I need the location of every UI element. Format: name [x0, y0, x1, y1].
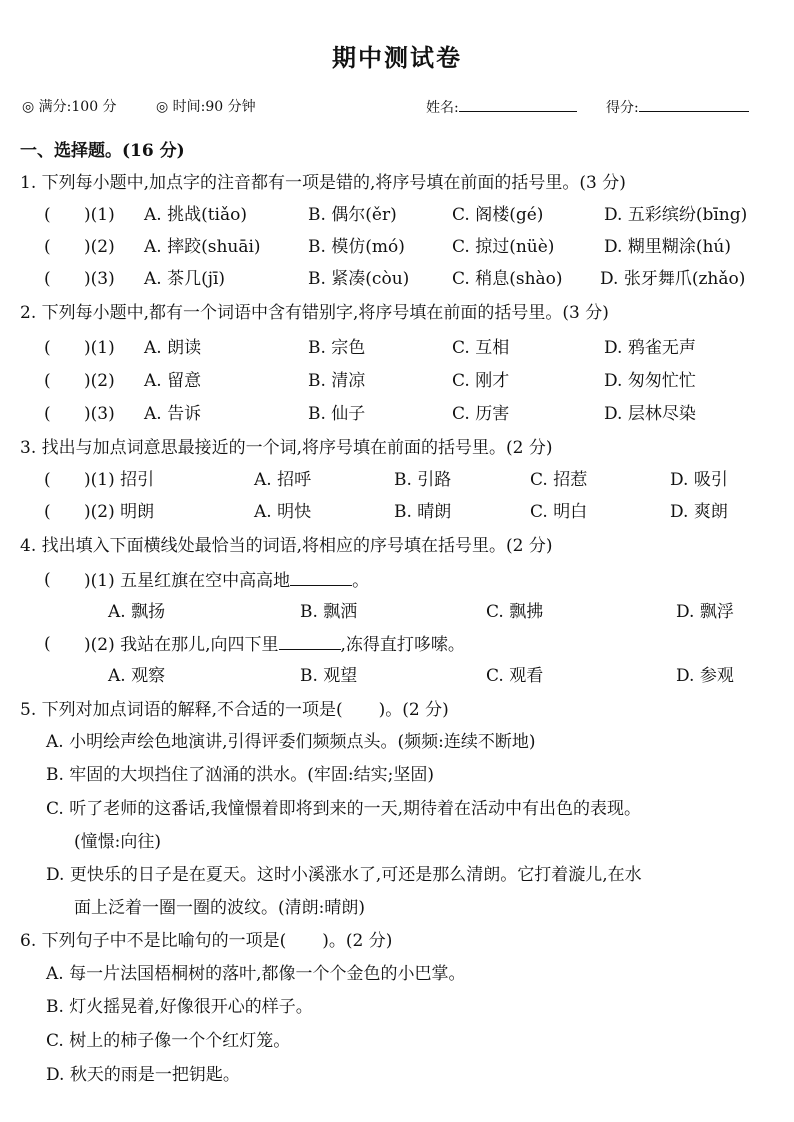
- name-field[interactable]: [426, 96, 577, 117]
- full-score-info: ◎ 满分:100 分: [22, 99, 117, 115]
- q4-s1-opt-b: B. 飘洒: [300, 602, 358, 622]
- q1-row-1-d: D. 五彩缤纷(bīng): [604, 205, 748, 225]
- q5-stem-pre: 5. 下列对加点词语的解释,不合适的一项是(: [20, 700, 343, 720]
- q2-row-1-d: D. 鸦雀无声: [604, 338, 696, 358]
- q4-s2-opt-c: C. 观看: [486, 666, 544, 686]
- section-heading: 一、选择题。(16 分): [20, 141, 185, 161]
- q1-row-3-c: C. 稍息(shào): [452, 269, 563, 289]
- q5-option-d-line2: 面上泛着一圈一圈的波纹。(清朗:晴朗): [74, 898, 365, 918]
- q4-sentence-2-text: [84, 633, 465, 656]
- q2-row-3-d: D. 层林尽染: [604, 404, 696, 424]
- q5-option-c-line2: (憧憬:向往): [74, 832, 161, 852]
- q4-s2-post: ,冻得直打哆嗦。: [340, 635, 465, 655]
- q4-sentence-1-text: [84, 569, 369, 592]
- q2-row-3-num: )(3): [84, 404, 115, 424]
- q1-row-2-d: D. 糊里糊涂(hú): [604, 237, 731, 257]
- answer-paren[interactable]: (: [44, 470, 51, 490]
- q1-row-2-b: B. 模仿(mó): [308, 237, 405, 257]
- answer-paren[interactable]: (: [44, 502, 51, 522]
- q4-s2-pre: )(2) 我站在那儿,向四下里: [84, 635, 279, 655]
- q1-row-2-c: C. 掠过(nüè): [452, 237, 555, 257]
- q6-option-d: D. 秋天的雨是一把钥匙。: [46, 1065, 240, 1085]
- score-label: 得分:: [606, 100, 639, 116]
- q3-row-1-b: B. 引路: [394, 470, 452, 490]
- q2-row-1-num: )(1): [84, 338, 115, 358]
- q1-stem: 1. 下列每小题中,加点字的注音都有一项是错的,将序号填在前面的括号里。(3 分): [20, 173, 626, 193]
- q1-row-1-c: C. 阁楼(gé): [452, 205, 544, 225]
- q1-row-1: [44, 204, 784, 226]
- q2-row-2-c: C. 刚才: [452, 371, 510, 391]
- q2-row-1: [44, 337, 784, 359]
- q4-stem: 4. 找出填入下面横线处最恰当的词语,将相应的序号填在括号里。(2 分): [20, 536, 553, 556]
- score-blank[interactable]: [639, 96, 749, 112]
- q5-option-b: B. 牢固的大坝挡住了汹涌的洪水。(牢固:结实;坚固): [46, 765, 435, 785]
- q3-row-1-num: )(1) 招引: [84, 470, 155, 490]
- answer-paren[interactable]: (: [44, 634, 51, 654]
- q1-row-1-num: )(1): [84, 205, 115, 225]
- q4-s2-opt-a: A. 观察: [108, 666, 166, 686]
- q1-row-2: [44, 236, 784, 258]
- q6-option-b: B. 灯火摇晃着,好像很开心的样子。: [46, 997, 313, 1017]
- answer-paren[interactable]: (: [44, 237, 51, 257]
- q4-sentence-1: [44, 569, 784, 591]
- q4-s1-opt-c: C. 飘拂: [486, 602, 544, 622]
- q6-stem-pre: 6. 下列句子中不是比喻句的一项是(: [20, 931, 287, 951]
- q2-row-2: [44, 370, 784, 392]
- q4-s1-opt-d: D. 飘浮: [676, 602, 734, 622]
- q2-row-2-num: )(2): [84, 371, 115, 391]
- q2-row-3: [44, 403, 784, 425]
- answer-paren[interactable]: (: [44, 205, 51, 225]
- q2-row-2-b: B. 清凉: [308, 371, 366, 391]
- q6-stem-post: )。(2 分): [322, 931, 393, 951]
- q3-row-2-b: B. 晴朗: [394, 502, 452, 522]
- q4-options-1: [108, 601, 768, 623]
- q5-stem: [20, 699, 449, 721]
- q1-row-3-b: B. 紧凑(còu): [308, 269, 410, 289]
- q3-row-1-d: D. 吸引: [670, 470, 728, 490]
- q1-row-3: [44, 268, 784, 290]
- q5-option-a: A. 小明绘声绘色地演讲,引得评委们频频点头。(频频:连续不断地): [46, 732, 536, 752]
- q1-row-2-num: )(2): [84, 237, 115, 257]
- answer-paren[interactable]: (: [44, 338, 51, 358]
- q2-row-3-a: A. 告诉: [144, 404, 202, 424]
- name-blank[interactable]: [459, 96, 577, 112]
- q2-row-2-d: D. 匆匆忙忙: [604, 371, 696, 391]
- q2-row-2-a: A. 留意: [144, 371, 202, 391]
- q4-s2-opt-b: B. 观望: [300, 666, 358, 686]
- q1-row-1-a: A. 挑战(tiǎo): [144, 205, 247, 225]
- time-info: ◎ 时间:90 分钟: [156, 99, 256, 115]
- q2-row-3-b: B. 仙子: [308, 404, 366, 424]
- q3-row-2-a: A. 明快: [254, 502, 312, 522]
- q1-row-1-b: B. 偶尔(ěr): [308, 205, 397, 225]
- q3-row-2: [44, 501, 784, 523]
- q3-row-1-c: C. 招惹: [530, 470, 588, 490]
- q4-s1-post: 。: [352, 571, 370, 591]
- q3-row-1: [44, 469, 784, 491]
- name-label: 姓名:: [426, 100, 459, 116]
- q4-s1-pre: )(1) 五星红旗在空中高高地: [84, 571, 291, 591]
- q2-row-1-c: C. 互相: [452, 338, 510, 358]
- q4-s1-opt-a: A. 飘扬: [108, 602, 166, 622]
- fill-blank[interactable]: [290, 569, 352, 586]
- q2-row-1-b: B. 宗色: [308, 338, 366, 358]
- score-field[interactable]: [606, 96, 749, 117]
- answer-paren[interactable]: (: [44, 371, 51, 391]
- q1-row-2-a: A. 摔跤(shuāi): [144, 237, 261, 257]
- q2-stem: 2. 下列每小题中,都有一个词语中含有错别字,将序号填在前面的括号里。(3 分): [20, 303, 609, 323]
- q3-row-2-d: D. 爽朗: [670, 502, 728, 522]
- q4-options-2: [108, 665, 768, 687]
- answer-paren[interactable]: (: [44, 570, 51, 590]
- q1-row-3-d: D. 张牙舞爪(zhǎo): [600, 269, 746, 289]
- q6-option-a: A. 每一片法国梧桐树的落叶,都像一个个金色的小巴掌。: [46, 964, 466, 984]
- q4-s2-opt-d: D. 参观: [676, 666, 734, 686]
- q3-stem: 3. 找出与加点词意思最接近的一个词,将序号填在前面的括号里。(2 分): [20, 438, 553, 458]
- q6-option-c: C. 树上的柿子像一个个红灯笼。: [46, 1031, 291, 1051]
- q4-sentence-2: [44, 633, 784, 655]
- q2-row-3-c: C. 历害: [452, 404, 510, 424]
- answer-paren[interactable]: (: [44, 269, 51, 289]
- q3-row-2-num: )(2) 明朗: [84, 502, 155, 522]
- fill-blank[interactable]: [279, 633, 341, 650]
- q3-row-2-c: C. 明白: [530, 502, 588, 522]
- q1-row-3-a: A. 茶几(jī): [144, 269, 226, 289]
- page-title: 期中测试卷: [332, 43, 462, 72]
- q3-row-1-a: A. 招呼: [254, 470, 312, 490]
- q5-option-c-line1: C. 听了老师的这番话,我憧憬着即将到来的一天,期待着在活动中有出色的表现。: [46, 799, 642, 819]
- q5-stem-post: )。(2 分): [378, 700, 449, 720]
- q1-row-3-num: )(3): [84, 269, 115, 289]
- q5-option-d-line1: D. 更快乐的日子是在夏天。这时小溪涨水了,可还是那么清朗。它打着漩儿,在水: [46, 865, 642, 885]
- q2-row-1-a: A. 朗读: [144, 338, 202, 358]
- answer-paren[interactable]: (: [44, 404, 51, 424]
- q6-stem: [20, 930, 392, 952]
